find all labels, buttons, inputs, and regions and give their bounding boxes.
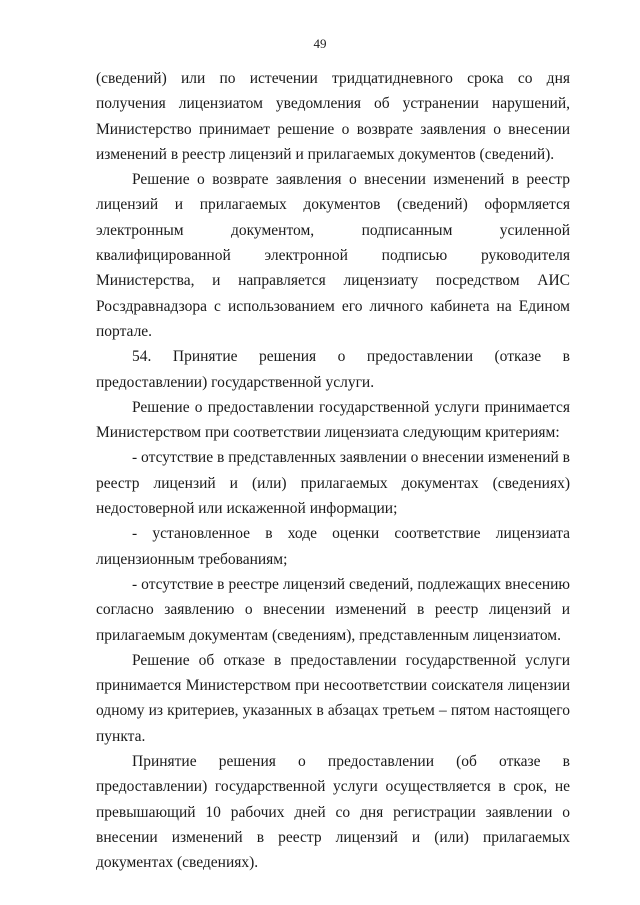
paragraph-criterion-1: - отсутствие в представленных заявлении о внесении изменений в реестр лицензий и (или) прилагаемых документах (сведениях) недостоверной или искаженной информации; (96, 449, 570, 518)
paragraph-refusal-decision: Решение об отказе в предоставлении государственной услуги принимается Министерством при несоответствии соискателя лицензии одному из критериев, указанных в абзацах третьем – пятом настоящего пункта. (96, 651, 570, 745)
document-body (96, 66, 570, 876)
paragraph-decision-deadline: Принятие решения о предоставлении (об отказе в предоставлении) государственной услуги осуществляется в срок, не превышающий 10 рабочих дней со дня регистрации заявлении о внесении изменений в реестр лицензий и (или) прилагаемых документах (сведениях). (96, 753, 570, 872)
page-number: 49 (313, 36, 327, 51)
paragraph-return-decision: (сведений) или по истечении тридцатидневного срока со дня получения лицензиатом уведомления об устранении нарушений, Министерство принимает решение о возврате заявления о внесении изменений в реестр лицензий и прилагаемых документов (сведений). (96, 70, 570, 163)
paragraph-criterion-2: - установленное в ходе оценки соответствие лицензиата лицензионным требованиям; (96, 525, 570, 568)
paragraph-criteria-intro: Решение о предоставлении государственной услуги принимается Министерством при соответствии лицензиата следующим критериям: (96, 398, 570, 442)
paragraph-criterion-3: - отсутствие в реестре лицензий сведений, подлежащих внесению согласно заявлению о внесении изменений в реестр лицензий и прилагаемым документам (сведениям), представленным лицензиатом. (96, 575, 570, 644)
paragraph-return-decision-format: Решение о возврате заявления о внесении изменений в реестр лицензий и прилагаемых документов (сведений) оформляется электронным документом, подписанным усиленной квалифицированной электронной подписью руководителя Министерства, и направляется лицензиату посредством АИС Росздравнадзора с использованием его личного кабинета на Едином портале. (96, 171, 570, 340)
paragraph-item-54-heading: 54. Принятие решения о предоставлении (отказе в предоставлении) государственной услуги. (96, 348, 570, 391)
